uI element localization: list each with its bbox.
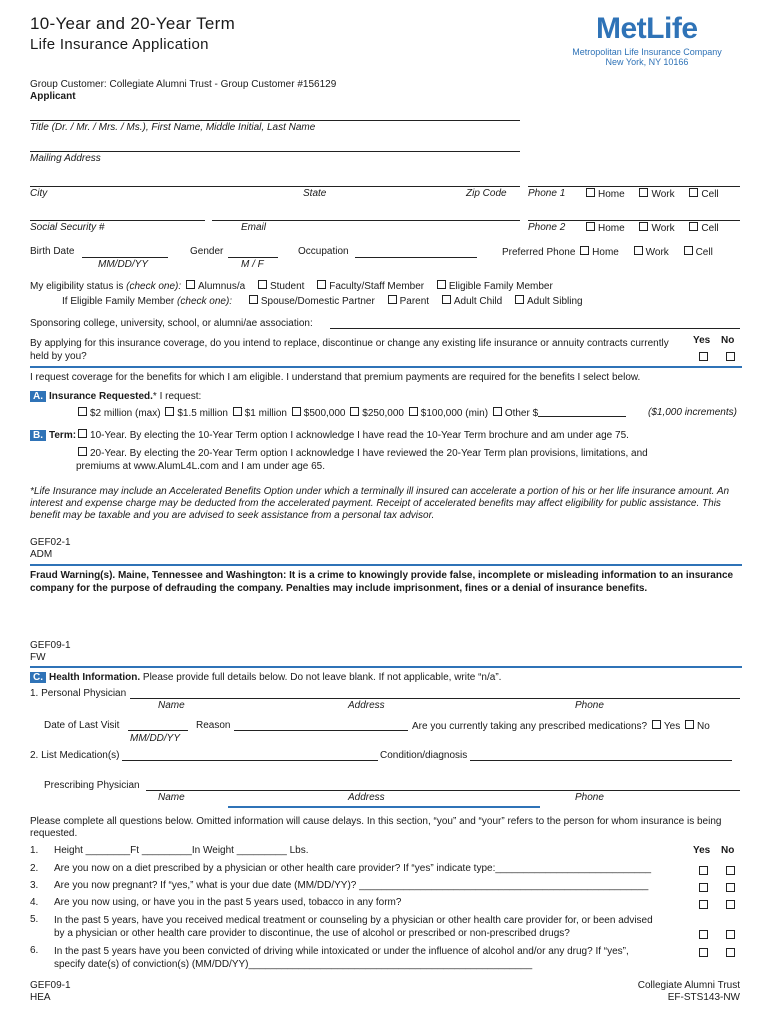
parent-label: Parent: [399, 296, 430, 307]
section-c-title: Health Information.: [49, 672, 141, 683]
preferred-home-checkbox[interactable]: [580, 246, 589, 255]
company-address: New York, NY 10166: [605, 57, 689, 67]
eligibility-prefix: My eligibility status is: [30, 281, 124, 292]
prescribing-physician-line[interactable]: [146, 790, 740, 791]
sponsoring-line[interactable]: [330, 328, 740, 329]
applicant-heading: Applicant: [30, 91, 76, 102]
amount-other-checkbox[interactable]: [493, 407, 502, 416]
eligibility-check-one: (check one):: [126, 281, 182, 292]
medications-label: 2. List Medication(s): [30, 750, 120, 761]
q2-number: 2.: [30, 863, 39, 874]
family-prefix: If Eligible Family Member: [62, 296, 175, 307]
q5-number: 5.: [30, 914, 39, 925]
replacement-yes-checkbox[interactable]: [699, 352, 708, 361]
prescribed-no-checkbox[interactable]: [685, 720, 694, 729]
code-gef09-fw: GEF09-1: [30, 640, 71, 651]
q4-yes-checkbox[interactable]: [699, 900, 708, 909]
phone1-home-label: Home: [598, 189, 625, 200]
amount-100k-checkbox[interactable]: [409, 407, 418, 416]
phone1-cell-label: Cell: [701, 189, 719, 200]
reason-line[interactable]: [234, 730, 408, 731]
company-name: Metropolitan Life Insurance Company: [572, 47, 722, 57]
code-adm: ADM: [30, 549, 53, 560]
occupation-line[interactable]: [355, 257, 477, 258]
amount-1-5m-label: $1.5 million: [177, 408, 228, 419]
section-a-badge: A.: [30, 391, 46, 402]
email-label: Email: [241, 222, 267, 233]
preferred-cell-label: Cell: [695, 247, 713, 258]
gender-format: M / F: [241, 259, 264, 270]
adult-child-checkbox[interactable]: [442, 295, 451, 304]
adult-sibling-checkbox[interactable]: [515, 295, 524, 304]
q2-yes-checkbox[interactable]: [699, 866, 708, 875]
fraud-warning: Fraud Warning(s). Maine, Tennessee and Washington: It is a crime to knowingly provide false, incomplete or misleading information to an insurance company for the purpose of defrauding the company. Penalties may include imprisonment, fines or a denial of insurance benefits.: [30, 570, 734, 594]
prescribed-no-label: No: [697, 721, 710, 732]
code-fw: FW: [30, 652, 46, 663]
preferred-work-checkbox[interactable]: [634, 246, 643, 255]
q2-no-checkbox[interactable]: [726, 866, 735, 875]
phone1-line[interactable]: [528, 186, 740, 187]
q5-text: In the past 5 years, have you received medical treatment or counseling by a physician or other health care provider for, or been advised by a physician or other health care provider to discontinue, the use of alcohol or prescribed or non-prescribed drugs?: [54, 915, 653, 939]
parent-checkbox[interactable]: [388, 295, 397, 304]
phone2-label: Phone 2: [528, 222, 566, 233]
prescribed-question: [412, 720, 710, 732]
q4-text: Are you now using, or have you in the past 5 years used, tobacco in any form?: [54, 897, 402, 908]
gender-label: Gender: [190, 246, 224, 257]
divider: [30, 564, 742, 566]
q6-yes-checkbox[interactable]: [699, 948, 708, 957]
footer-trust: Collegiate Alumni Trust: [637, 980, 740, 991]
mailing-field-line[interactable]: [30, 151, 520, 152]
sponsoring-label: Sponsoring college, university, school, or alumni/ae association:: [30, 318, 313, 329]
phone2-home-label: Home: [598, 223, 625, 234]
amount-1m-checkbox[interactable]: [233, 407, 242, 416]
amount-options: [76, 407, 626, 419]
section-c-intro: Please provide full details below. Do not leave blank. If not applicable, write “n/a”.: [142, 672, 502, 683]
replacement-no-header: No: [721, 335, 735, 346]
name-field-line[interactable]: [30, 120, 520, 121]
family-line: [62, 295, 583, 307]
section-c-heading: [30, 672, 501, 683]
family-member-checkbox[interactable]: [437, 280, 446, 289]
city-state-zip-line[interactable]: [30, 186, 520, 187]
amount-250k-label: $250,000: [362, 408, 404, 419]
preferred-cell-checkbox[interactable]: [684, 246, 693, 255]
phone2-work-checkbox[interactable]: [639, 222, 648, 231]
faculty-checkbox[interactable]: [317, 280, 326, 289]
mailing-field-label: Mailing Address: [30, 153, 101, 164]
student-label: Student: [269, 281, 305, 292]
medications-line[interactable]: [122, 760, 378, 761]
q3-text: Are you now pregnant? If “yes,” what is your due date (MM/DD/YY)? ____________________________________________________: [54, 880, 649, 891]
physician-name-label: Name: [158, 700, 185, 711]
phone1-home-checkbox[interactable]: [586, 188, 595, 197]
spouse-label: Spouse/Domestic Partner: [260, 296, 375, 307]
personal-physician-line[interactable]: [130, 698, 740, 699]
preferred-phone: [502, 246, 713, 258]
divider: [228, 806, 540, 808]
occupation-label: Occupation: [298, 246, 349, 257]
family-check-one: (check one):: [177, 296, 233, 307]
amount-1m-label: $1 million: [244, 408, 287, 419]
eligibility-line: [30, 280, 553, 292]
amount-2m-label: $2 million (max): [90, 408, 161, 419]
name-field-label: Title (Dr. / Mr. / Mrs. / Ms.), First Name, Middle Initial, Last Name: [30, 122, 316, 133]
preferred-phone-label: Preferred Phone: [502, 247, 576, 258]
q1-text: Height ________Ft _________In Weight _________ Lbs.: [54, 845, 309, 856]
divider: [30, 666, 742, 668]
prescribing-physician-label: Prescribing Physician: [44, 780, 140, 791]
amount-500k-label: $500,000: [303, 408, 346, 419]
amount-250k-checkbox[interactable]: [350, 407, 359, 416]
preferred-home-label: Home: [592, 247, 619, 258]
email-line[interactable]: [212, 220, 520, 221]
prescribed-question-text: Are you currently taking any prescribed medications?: [412, 721, 648, 732]
accelerated-footnote: *Life Insurance may include an Accelerated Benefits Option under which a terminally ill insured can accelerate a portion of his or her life insurance amount. An interest and expense charge may be deducted from the accelerated payment. Receipt of accelerated benefits may affect eligibility for public assistance. This benefit may be taxable and you are advised to seek assistance from a personal tax advisor.: [30, 486, 730, 521]
amount-other-label: Other $: [504, 408, 539, 419]
section-c-badge: C.: [30, 672, 46, 683]
replacement-no-checkbox[interactable]: [726, 352, 735, 361]
last-visit-line[interactable]: [128, 730, 188, 731]
phone1-types: [584, 188, 719, 200]
adult-sibling-label: Adult Sibling: [526, 296, 583, 307]
q1-number: 1.: [30, 845, 39, 856]
q6-text: In the past 5 years have you been convicted of driving while intoxicated or under the influence of alcohol and/or any drug? If “yes”, specify date(s) of conviction(s) (MM/DD/YY)___________________________________________________: [54, 946, 629, 970]
phone2-work-label: Work: [651, 223, 675, 234]
divider: [30, 366, 742, 368]
zip-label: Zip Code: [466, 188, 507, 199]
q6-number: 6.: [30, 945, 39, 956]
health-yes-header: Yes: [693, 845, 711, 856]
term10-checkbox[interactable]: [78, 429, 87, 438]
section-b-heading: [30, 429, 629, 441]
last-visit-format: MM/DD/YY: [130, 733, 180, 744]
birth-date-line[interactable]: [82, 257, 168, 258]
metlife-logo: MetLife: [596, 12, 698, 45]
section-b-badge: B.: [30, 430, 46, 441]
phone1-cell-checkbox[interactable]: [689, 188, 698, 197]
alumnus-checkbox[interactable]: [186, 280, 195, 289]
q5-no-checkbox[interactable]: [726, 930, 735, 939]
phone2-cell-checkbox[interactable]: [689, 222, 698, 231]
q4-no-checkbox[interactable]: [726, 900, 735, 909]
footer-code2: HEA: [30, 992, 51, 1003]
prescribing-phone-label: Phone: [575, 792, 604, 803]
city-label: City: [30, 188, 48, 199]
amount-500k-checkbox[interactable]: [292, 407, 301, 416]
amount-other-field[interactable]: [538, 416, 626, 417]
amount-1-5m-checkbox[interactable]: [165, 407, 174, 416]
q4-number: 4.: [30, 897, 39, 908]
amount-2m-checkbox[interactable]: [78, 407, 87, 416]
q3-no-checkbox[interactable]: [726, 883, 735, 892]
ssn-line[interactable]: [30, 220, 205, 221]
q6-no-checkbox[interactable]: [726, 948, 735, 957]
gender-line[interactable]: [228, 257, 278, 258]
footer-code1: GEF09-1: [30, 980, 71, 991]
section-a-title: Insurance Requested.: [49, 391, 153, 402]
reason-label: Reason: [196, 720, 231, 731]
birth-date-label: Birth Date: [30, 246, 75, 257]
family-member-label: Eligible Family Member: [448, 281, 553, 292]
form-title-line1: 10-Year and 20-Year Term: [30, 14, 236, 33]
physician-phone-label: Phone: [575, 700, 604, 711]
replacement-yes-header: Yes: [693, 335, 711, 346]
phone1-work-label: Work: [651, 189, 675, 200]
personal-physician-label: 1. Personal Physician: [30, 688, 127, 699]
section-a-note: * I request:: [152, 391, 202, 402]
coverage-request: I request coverage for the benefits for which I am eligible. I understand that premium payments are required for the benefits I select below.: [30, 372, 641, 383]
phone2-home-checkbox[interactable]: [586, 222, 595, 231]
prescribing-name-label: Name: [158, 792, 185, 803]
student-checkbox[interactable]: [258, 280, 267, 289]
state-label: State: [303, 188, 327, 199]
ssn-label: Social Security #: [30, 222, 105, 233]
q3-number: 3.: [30, 880, 39, 891]
code-gef02: GEF02-1: [30, 537, 71, 548]
condition-line[interactable]: [470, 760, 732, 761]
prescribing-address-label: Address: [348, 792, 385, 803]
q5-yes-checkbox[interactable]: [699, 930, 708, 939]
phone1-work-checkbox[interactable]: [639, 188, 648, 197]
amount-100k-label: $100,000 (min): [420, 408, 489, 419]
prescribed-yes-checkbox[interactable]: [652, 720, 661, 729]
faculty-label: Faculty/Staff Member: [329, 281, 425, 292]
section-b-title: Term:: [49, 430, 77, 441]
q3-yes-checkbox[interactable]: [699, 883, 708, 892]
phone2-line[interactable]: [528, 220, 740, 221]
health-instructions: Please complete all questions below. Omitted information will cause delays. In this section, “you” and “your” refers to the person for whom insurance is being requested.: [30, 816, 722, 839]
preferred-work-label: Work: [645, 247, 669, 258]
footer-form-id: EF-STS143-NW: [667, 992, 740, 1003]
health-no-header: No: [721, 845, 735, 856]
physician-address-label: Address: [348, 700, 385, 711]
birth-date-format: MM/DD/YY: [98, 259, 148, 270]
term20-label: 20-Year. By electing the 20-Year Term option I acknowledge I have reviewed the 20-Year Term plan provisions, limitations, and premiums at www.AlumL4L.com and I am under age 65.: [76, 448, 648, 472]
q2-text: Are you now on a diet prescribed by a physician or other health care provider? If “yes” indicate type:____________________________: [54, 863, 652, 874]
alumnus-label: Alumnus/a: [197, 281, 246, 292]
phone1-label: Phone 1: [528, 188, 566, 199]
phone2-cell-label: Cell: [701, 223, 719, 234]
last-visit-label: Date of Last Visit: [44, 720, 120, 731]
term10-label: 10-Year. By electing the 10-Year Term option I acknowledge I have read the 10-Year Term brochure and am under age 75.: [90, 430, 629, 441]
replacement-question: By applying for this insurance coverage, do you intend to replace, discontinue or change any existing life insurance or annuity contracts currently held by you?: [30, 338, 669, 362]
prescribed-yes-label: Yes: [663, 721, 681, 732]
group-customer: Group Customer: Collegiate Alumni Trust - Group Customer #156129: [30, 79, 337, 90]
adult-child-label: Adult Child: [453, 296, 503, 307]
increments-note: ($1,000 increments): [648, 407, 737, 418]
spouse-checkbox[interactable]: [249, 295, 258, 304]
phone2-types: [584, 222, 719, 234]
condition-label: Condition/diagnosis: [380, 750, 468, 761]
form-title-line2: Life Insurance Application: [30, 36, 209, 53]
section-a-heading: [30, 391, 201, 402]
